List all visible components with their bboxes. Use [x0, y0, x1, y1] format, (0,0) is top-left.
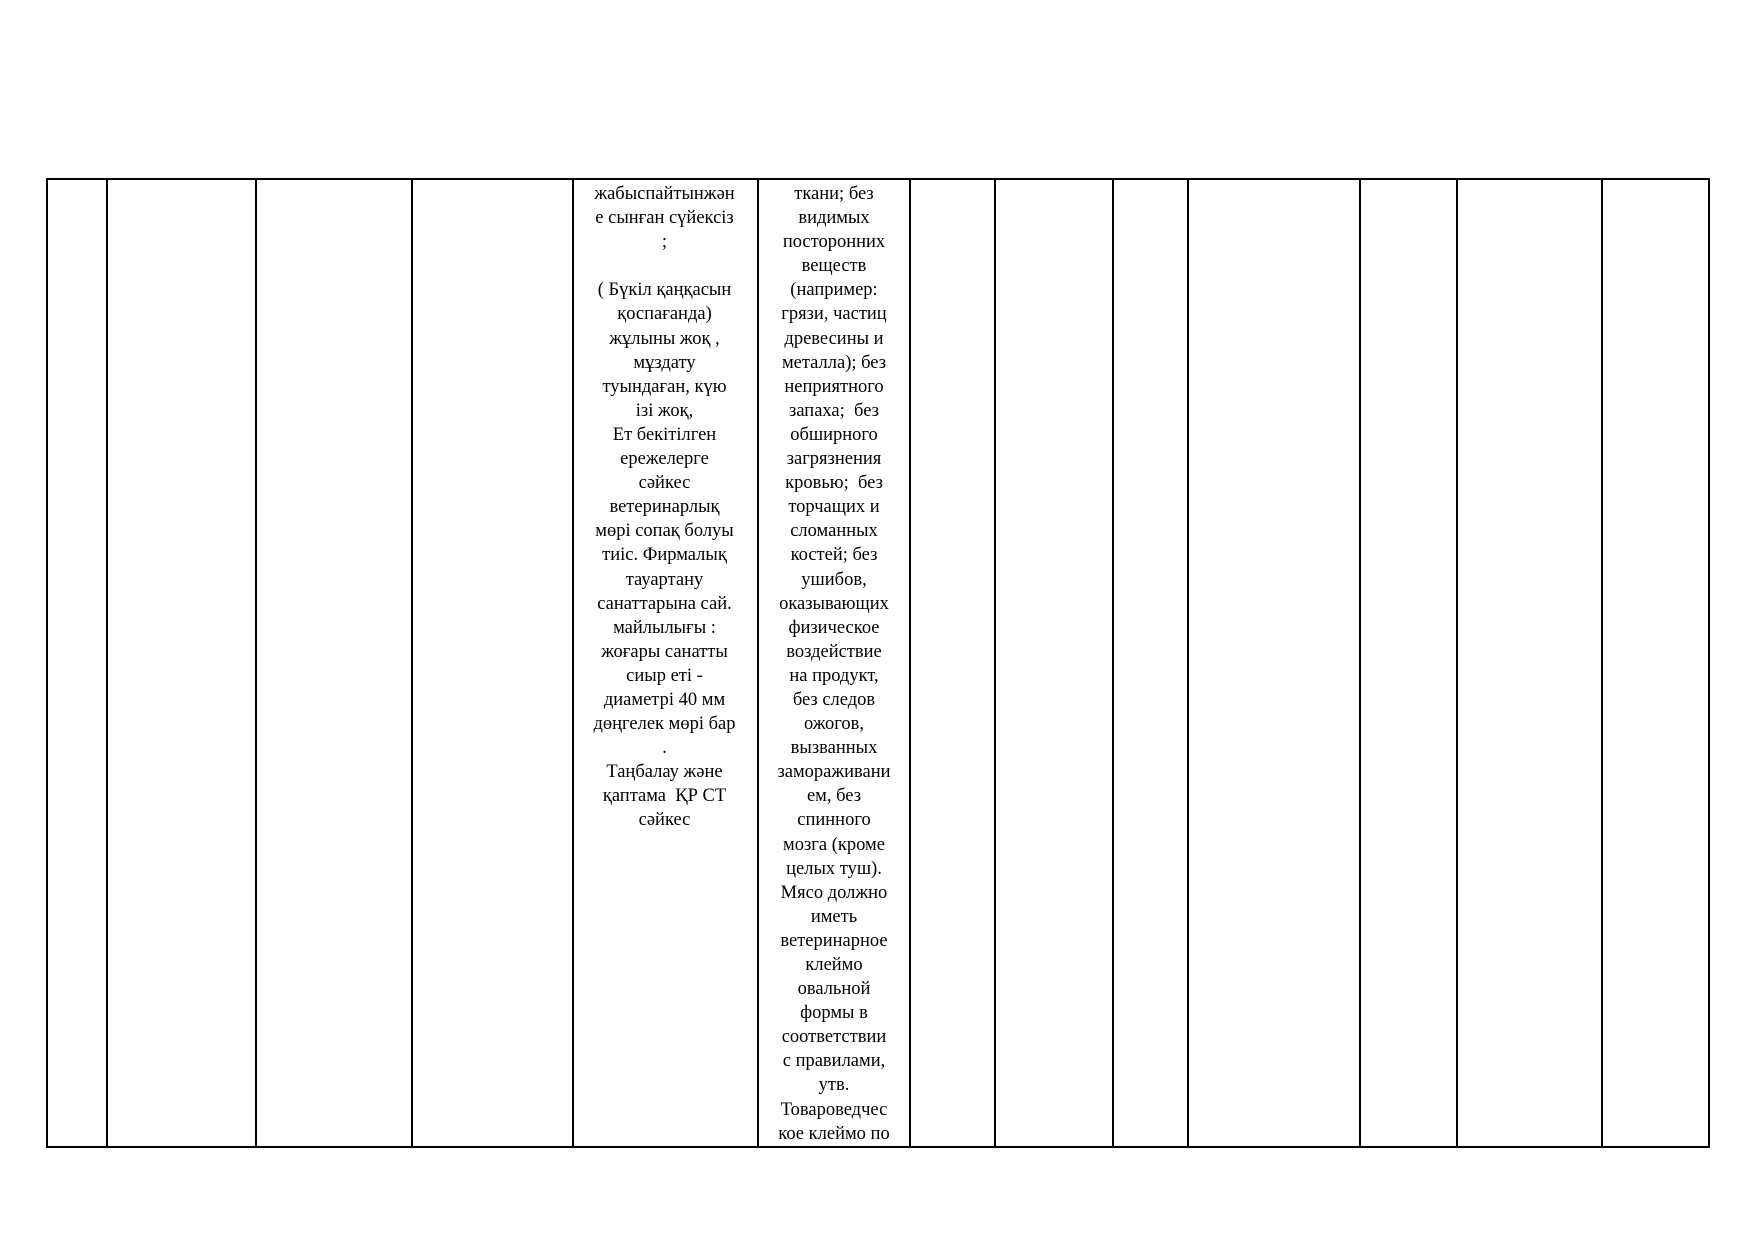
table-cell-8 [995, 179, 1113, 1147]
table-cell-description-ru [758, 179, 910, 1147]
table-cell-3 [256, 179, 412, 1147]
table-row [47, 179, 1709, 1147]
table-cell-11 [1360, 179, 1457, 1147]
table-cell-7 [910, 179, 995, 1147]
table-cell-9 [1113, 179, 1188, 1147]
table-cell-description-kz [573, 179, 758, 1147]
specification-table [46, 178, 1710, 1148]
table-cell-10 [1188, 179, 1360, 1147]
table-cell-number [47, 179, 107, 1147]
table-cell-13 [1602, 179, 1709, 1147]
description-ru-text: ткани; без видимых посторонних веществ (например: грязи, частиц древесины и металла); без неприятного запаха; без обширного загрязнения кровью; без торчащих и сломанных костей; без ушибов, оказывающих физическое воздействие на продукт, без следов ожогов, вызванных замораживани ем, без спинного мозга (кроме целых туш). Мясо должно иметь ветеринарное клеймо овальной формы в соответствии с правилами, утв. Товароведчес кое клеймо по [777, 184, 891, 1144]
table-cell-12 [1457, 179, 1602, 1147]
description-kz-text: жабыспайтынжән е сынған сүйексіз ; ( Бүкіл қаңқасын қоспағанда) жұлыны жоқ , мұздату туындаған, күю ізі жоқ, Ет бекітілген ережелерге сәйкес ветеринарлық мөрі сопақ болуы тиіс. Фирмалық тауартану санаттарына сай. майлылығы : жоғары санатты сиыр еті - диаметрі 40 мм дөңгелек мөрі бар . Таңбалау және қаптама ҚР СТ сәйкес [593, 184, 736, 831]
table-cell-2 [107, 179, 256, 1147]
table-cell-4 [412, 179, 573, 1147]
